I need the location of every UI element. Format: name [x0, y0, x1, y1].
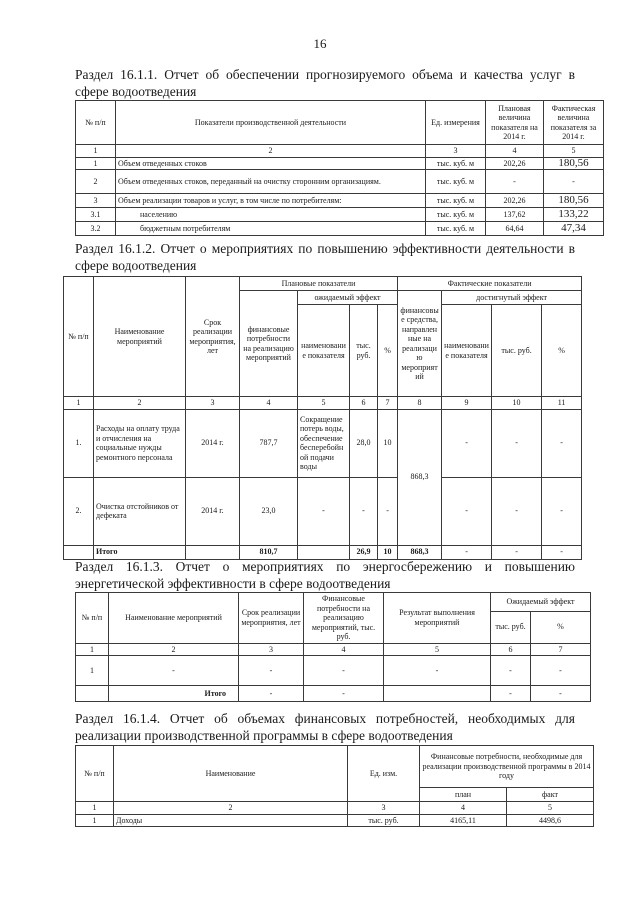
page-number: 16	[313, 36, 327, 51]
col-num-cell: 4	[240, 397, 298, 410]
table-cell: -	[492, 409, 542, 477]
table-cell: 1	[76, 656, 109, 686]
col-num-cell: 6	[350, 397, 378, 410]
table-row	[76, 170, 604, 194]
table-cell: -	[491, 656, 531, 686]
col-header-fin: Финансовые потребности на реализацию мероприятий, тыс. руб.	[304, 593, 384, 644]
table-cell: тыс. куб. м	[426, 208, 486, 222]
table-cell: 180,56	[544, 194, 604, 208]
col-num-cell: 2	[116, 145, 426, 158]
col-header-pct-fact: %	[542, 305, 582, 397]
table-cell: -	[298, 477, 350, 545]
table-cell: 28,0	[350, 409, 378, 477]
table-cell	[76, 686, 109, 702]
table-cell: -	[350, 477, 378, 545]
table-cell: -	[486, 170, 544, 194]
table-cell: -	[542, 409, 582, 477]
group-header-plan: Плановые показатели	[240, 277, 398, 291]
table-row	[64, 477, 582, 545]
col-header-tr-fact: тыс. руб.	[492, 305, 542, 397]
table-cell: Расходы на оплату труда и отчисления на социальные нужды ремонтного персонала	[94, 409, 186, 477]
col-num-cell: 1	[76, 802, 114, 815]
col-header-result: Результат выполнения мероприятий	[384, 593, 491, 644]
col-num-cell: 4	[420, 802, 507, 815]
col-header-unit: Ед. измерения	[426, 101, 486, 145]
group-header-effect: Ожидаемый эффект	[491, 593, 591, 612]
col-num-cell: 11	[542, 397, 582, 410]
table-cell: Объем реализации товаров и услуг, в том числе по потребителям:	[116, 194, 426, 208]
table-cell: 3	[76, 194, 116, 208]
table-cell: 1.	[64, 409, 94, 477]
table-cell: -	[442, 409, 492, 477]
table-row	[76, 656, 591, 686]
col-header-unit: Ед. изм.	[348, 746, 420, 802]
col-header-name: Наименование мероприятий	[109, 593, 239, 644]
col-header-plan: Плановая величина показателя на 2014 г.	[486, 101, 544, 145]
col-header-indicator-plan: наименование показателя	[298, 305, 350, 397]
col-header-pct-plan: %	[378, 305, 398, 397]
col-header-fin-plan: финансовые потребности на реализацию мероприятий	[240, 291, 298, 397]
col-num-cell: 3	[348, 802, 420, 815]
table-cell: -	[442, 477, 492, 545]
table-cell: Очистка отстойников от дефеката	[94, 477, 186, 545]
table-cell: 4165,11	[420, 814, 507, 827]
col-header-indicator-fact: наименование показателя	[442, 305, 492, 397]
group-header-fact: Фактические показатели	[398, 277, 582, 291]
col-num-cell: 2	[109, 643, 239, 656]
table-row	[76, 208, 604, 222]
table-cell: 10	[378, 545, 398, 559]
col-num-cell: 5	[507, 802, 594, 815]
table-cell: -	[384, 656, 491, 686]
table-cell	[64, 545, 94, 559]
col-header-name: Наименование	[114, 746, 348, 802]
table-cell: тыс. куб. м	[426, 222, 486, 236]
col-num-cell: 2	[114, 802, 348, 815]
table-cell: -	[492, 477, 542, 545]
table-cell: 2014 г.	[186, 409, 240, 477]
table-cell: 4498,6	[507, 814, 594, 827]
table-cell: -	[304, 656, 384, 686]
table-cell: Объем отведенных стоков	[116, 157, 426, 170]
col-num-cell: 5	[384, 643, 491, 656]
table-cell: -	[531, 686, 591, 702]
table-cell: 202,26	[486, 194, 544, 208]
table-cell: 64,64	[486, 222, 544, 236]
table-cell: тыс. куб. м	[426, 194, 486, 208]
col-num-cell: 1	[76, 643, 109, 656]
table-cell: -	[239, 656, 304, 686]
table-cell: 202,26	[486, 157, 544, 170]
table-cell: 2.	[64, 477, 94, 545]
table-cell: Сокращение потерь воды, обеспечение бесперебойной подачи воды	[298, 409, 350, 477]
table-cell: Объем отведенных стоков, переданный на очистку сторонним организациям.	[116, 170, 426, 194]
col-num-cell: 3	[239, 643, 304, 656]
col-header-fin-fact: финансовые средства, направленные на реализацию мероприятий	[398, 291, 442, 397]
table-row	[76, 157, 604, 170]
table-cell: -	[239, 686, 304, 702]
table-cell: -	[442, 545, 492, 559]
col-header-tr-plan: тыс. руб.	[350, 305, 378, 397]
table-cell: -	[378, 477, 398, 545]
subgroup-header-achieved: достигнутый эффект	[442, 291, 582, 305]
table-cell: населению	[116, 208, 426, 222]
table-cell: -	[304, 686, 384, 702]
table-cell: 3.1	[76, 208, 116, 222]
table-row-total	[64, 545, 582, 559]
table-cell: 180,56	[544, 157, 604, 170]
col-num-cell: 8	[398, 397, 442, 410]
table-16-1-3	[75, 592, 591, 702]
table-16-1-4	[75, 745, 594, 827]
section-16-1-3-title: Раздел 16.1.3. Отчет о мероприятиях по энергосбережению и повышению энергетической эффективности в сфере водоотведения	[75, 559, 575, 591]
col-header-pct: %	[531, 611, 591, 643]
table-cell: тыс. куб. м	[426, 157, 486, 170]
col-header-plan: план	[420, 788, 507, 802]
col-header-indicator: Показатели производственной деятельности	[116, 101, 426, 145]
table-cell: 2014 г.	[186, 477, 240, 545]
col-header-term: Срок реализации мероприятия, лет	[239, 593, 304, 644]
table-row	[64, 409, 582, 477]
table-cell: -	[542, 545, 582, 559]
table-cell-fin-fact: 868,3	[398, 409, 442, 545]
col-header-fact: Фактическая величина показателя за 2014 г.	[544, 101, 604, 145]
col-num-cell: 3	[186, 397, 240, 410]
table-cell: 26,9	[350, 545, 378, 559]
section-16-1-1-title: Раздел 16.1.1. Отчет об обеспечении прогнозируемого объема и качества услуг в сфере водоотведения	[75, 67, 575, 99]
col-num-cell: 4	[486, 145, 544, 158]
section-16-1-2-title: Раздел 16.1.2. Отчет о мероприятиях по повышению эффективности деятельности в сфере водоотведения	[75, 241, 575, 273]
col-header-name: Наименование мероприятий	[94, 277, 186, 397]
table-cell	[298, 545, 350, 559]
table-cell: 787,7	[240, 409, 298, 477]
col-header-num: № п/п	[76, 593, 109, 644]
col-num-cell: 10	[492, 397, 542, 410]
total-label: Итого	[109, 686, 239, 702]
table-cell	[186, 545, 240, 559]
col-header-tr: тыс. руб.	[491, 611, 531, 643]
col-num-cell: 7	[378, 397, 398, 410]
table-cell: бюджетным потребителям	[116, 222, 426, 236]
table-cell: 868,3	[398, 545, 442, 559]
col-num-cell: 9	[442, 397, 492, 410]
col-header-term: Срок реализации мероприятия, лет	[186, 277, 240, 397]
col-header-num: № п/п	[64, 277, 94, 397]
table-row	[76, 814, 594, 827]
table-16-1-2	[63, 276, 582, 560]
col-num-cell: 6	[491, 643, 531, 656]
col-num-cell: 3	[426, 145, 486, 158]
table-row-total	[76, 686, 591, 702]
col-num-cell: 5	[544, 145, 604, 158]
table-cell: 810,7	[240, 545, 298, 559]
col-num-cell: 2	[94, 397, 186, 410]
table-cell: 133,22	[544, 208, 604, 222]
table-cell: -	[491, 686, 531, 702]
table-cell: тыс. куб. м	[426, 170, 486, 194]
table-cell: Доходы	[114, 814, 348, 827]
table-cell: -	[492, 545, 542, 559]
table-cell: 23,0	[240, 477, 298, 545]
col-num-cell: 4	[304, 643, 384, 656]
table-cell	[384, 686, 491, 702]
col-num-cell: 5	[298, 397, 350, 410]
group-header-fin: Финансовые потребности, необходимые для реализации производственной программы в 2014 году	[420, 746, 594, 788]
table-cell: -	[544, 170, 604, 194]
table-cell: -	[531, 656, 591, 686]
table-cell: 10	[378, 409, 398, 477]
table-cell: тыс. руб.	[348, 814, 420, 827]
table-row	[76, 222, 604, 236]
col-header-num: № п/п	[76, 746, 114, 802]
table-16-1-1	[75, 100, 604, 236]
table-cell: 1	[76, 157, 116, 170]
col-num-cell: 1	[76, 145, 116, 158]
table-cell: -	[109, 656, 239, 686]
col-num-cell: 7	[531, 643, 591, 656]
table-row	[76, 194, 604, 208]
table-cell: 1	[76, 814, 114, 827]
table-cell: -	[542, 477, 582, 545]
total-label: Итого	[94, 545, 186, 559]
section-16-1-4-title: Раздел 16.1.4. Отчет об объемах финансовых потребностей, необходимых для реализации производственной программы в сфере водоотведения	[75, 711, 575, 743]
table-cell: 3.2	[76, 222, 116, 236]
col-header-num: № п/п	[76, 101, 116, 145]
table-cell: 137,62	[486, 208, 544, 222]
col-header-fact: факт	[507, 788, 594, 802]
col-num-cell: 1	[64, 397, 94, 410]
table-cell: 2	[76, 170, 116, 194]
subgroup-header-expected: ожидаемый эффект	[298, 291, 398, 305]
table-cell: 47,34	[544, 222, 604, 236]
